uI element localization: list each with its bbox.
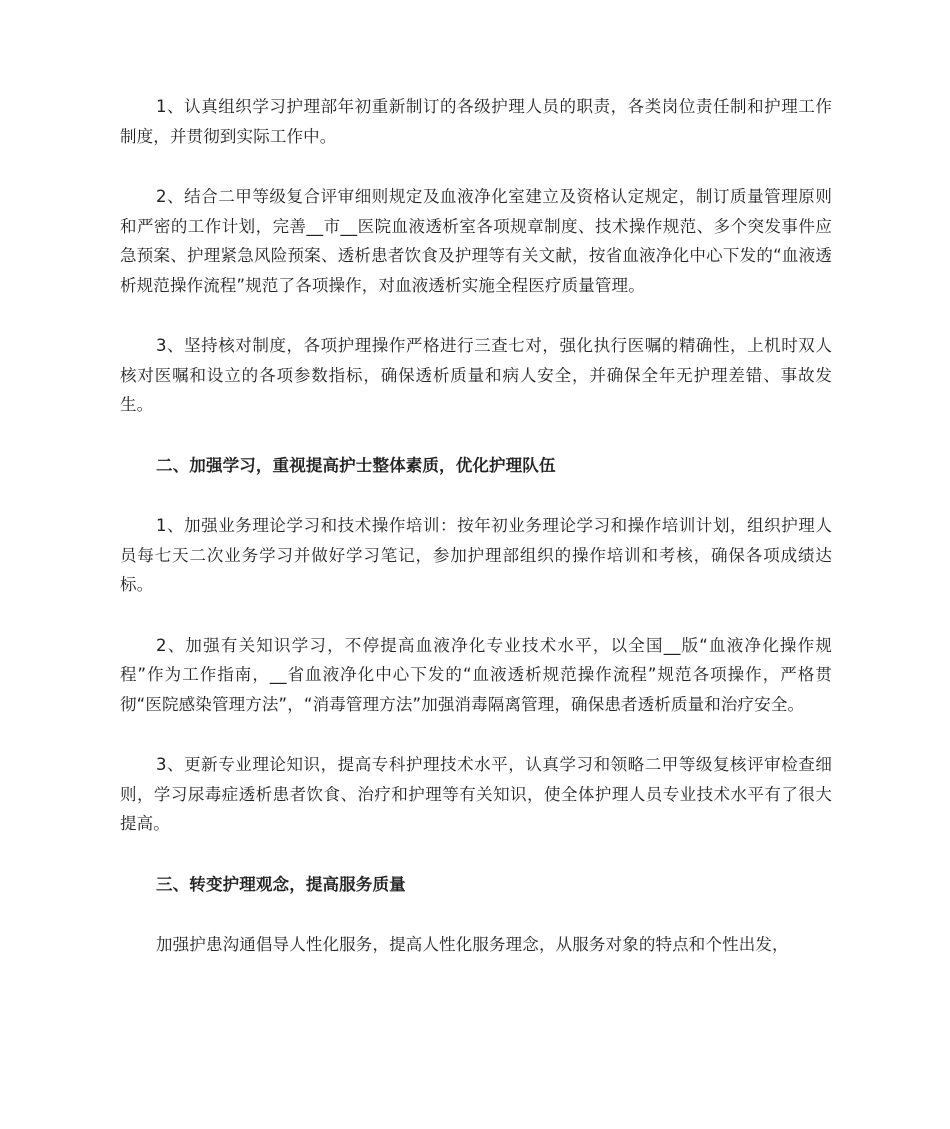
paragraph-7: 加强护患沟通倡导人性化服务，提高人性化服务理念，从服务对象的特点和个性出发，	[156, 935, 789, 954]
document-page	[120, 92, 832, 991]
section-heading-3: 三、转变护理观念，提高服务质量	[156, 874, 406, 894]
section-heading-2: 二、加强学习，重视提高护士整体素质，优化护理队伍	[156, 455, 556, 475]
paragraph-1: 1、认真组织学习护理部年初重新制订的各级护理人员的职责，各类岗位责任制和护理工作制度，并贯彻到实际工作中。	[120, 97, 832, 146]
paragraph-3: 3、坚持核对制度，各项护理操作严格进行三查七对，强化执行医嘱的精确性，上机时双人核对医嘱和设立的各项参数指标，确保透析质量和病人安全，并确保全年无护理差错、事故发生。	[120, 336, 832, 414]
paragraph-2: 2、结合二甲等级复合评审细则规定及血液净化室建立及资格认定规定，制订质量管理原则和严密的工作计划，完善__市__医院血液透析室各项规章制度、技术操作规范、多个突发事件应急预案、护理紧急风险预案、透析患者饮食及护理等有关文献，按省血液净化中心下发的“血液透析规范操作流程”规范了各项操作，对血液透析实施全程医疗质量管理。	[120, 187, 832, 295]
paragraph-4: 1、加强业务理论学习和技术操作培训：按年初业务理论学习和操作培训计划，组织护理人员每七天二次业务学习并做好学习笔记，参加护理部组织的操作培训和考核，确保各项成绩达标。	[120, 516, 832, 594]
paragraph-6: 3、更新专业理论知识，提高专科护理技术水平，认真学习和领略二甲等级复核评审检查细则，学习尿毒症透析患者饮食、治疗和护理等有关知识，使全体护理人员专业技术水平有了很大提高。	[120, 755, 832, 833]
paragraph-5: 2、加强有关知识学习，不停提高血液净化专业技术水平，以全国__版“血液净化操作规程”作为工作指南，__省血液净化中心下发的“血液透析规范操作流程”规范各项操作，严格贯彻“医院感染管理方法”，“消毒管理方法”加强消毒隔离管理，确保患者透析质量和治疗安全。	[120, 635, 832, 714]
